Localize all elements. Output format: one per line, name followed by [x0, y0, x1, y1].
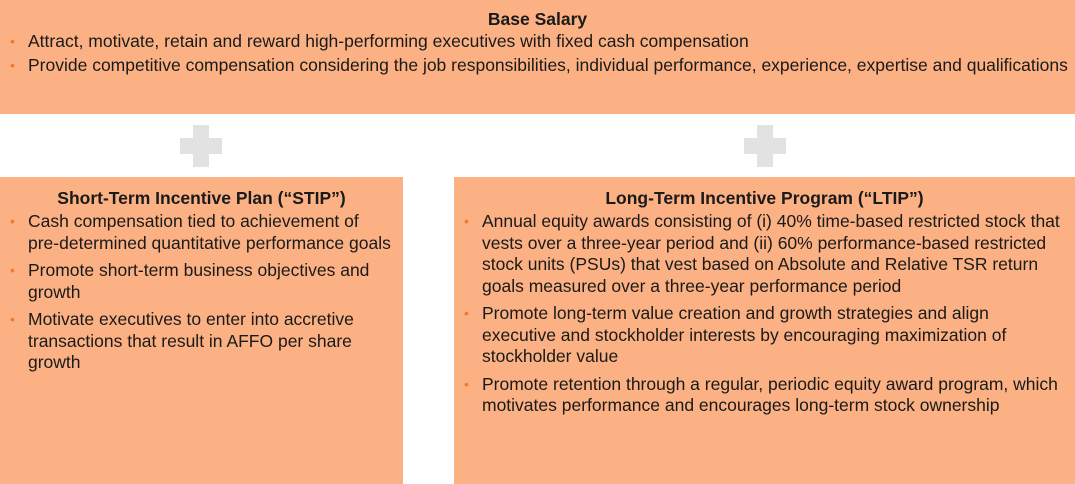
bullet-icon: • [10, 56, 15, 73]
ltip-box [454, 177, 1075, 484]
bullet-icon: • [10, 33, 15, 49]
base-salary-title: Base Salary [487, 9, 588, 29]
list-item: • Promote retention through a regular, periodic equity award program, which motivates performance and encourages long-term stock ownership [464, 373, 1058, 415]
bullet-icon: • [10, 213, 15, 229]
plus-icon [744, 125, 786, 167]
list-item: • Provide competitive compensation considering the job responsibilities, individual performance, experience, expertise and qualifications [10, 54, 1068, 75]
ltip-bullets [454, 211, 1075, 417]
bullet-icon: • [10, 262, 15, 278]
list-item: • Promote short-term business objectives and growth [10, 260, 370, 302]
base-salary-bullets [0, 31, 1075, 76]
list-item: • Cash compensation tied to achievement of pre-determined quantitative performance goals [10, 211, 391, 253]
bullet-icon: • [464, 375, 469, 392]
ltip-title: Long-Term Incentive Program (“LTIP”) [605, 188, 924, 208]
list-item: • Motivate executives to enter into accretive transactions that result in AFFO per share growth [10, 309, 354, 372]
list-item: • Attract, motivate, retain and reward high-performing executives with fixed cash compensation [10, 31, 749, 51]
list-item: • Promote long-term value creation and growth strategies and align executive and stockholder interests by encouraging maximization of stockholder value [464, 303, 1007, 366]
stip-bullets [0, 211, 403, 374]
bullet-icon: • [10, 311, 15, 327]
plus-icon [180, 125, 222, 167]
stip-title: Short-Term Incentive Plan (“STIP”) [57, 188, 346, 208]
base-salary-box [0, 0, 1075, 114]
list-item: • Annual equity awards consisting of (i) 40% time-based restricted stock that vests over a three-year period and (ii) 60% performance-based restricted stock units (PSUs) that vest based on Absolute and Relative TSR return goals measured over a three-year performance period [464, 211, 1060, 296]
bullet-icon: • [464, 213, 469, 229]
stip-box [0, 177, 403, 484]
bullet-icon: • [464, 305, 469, 321]
